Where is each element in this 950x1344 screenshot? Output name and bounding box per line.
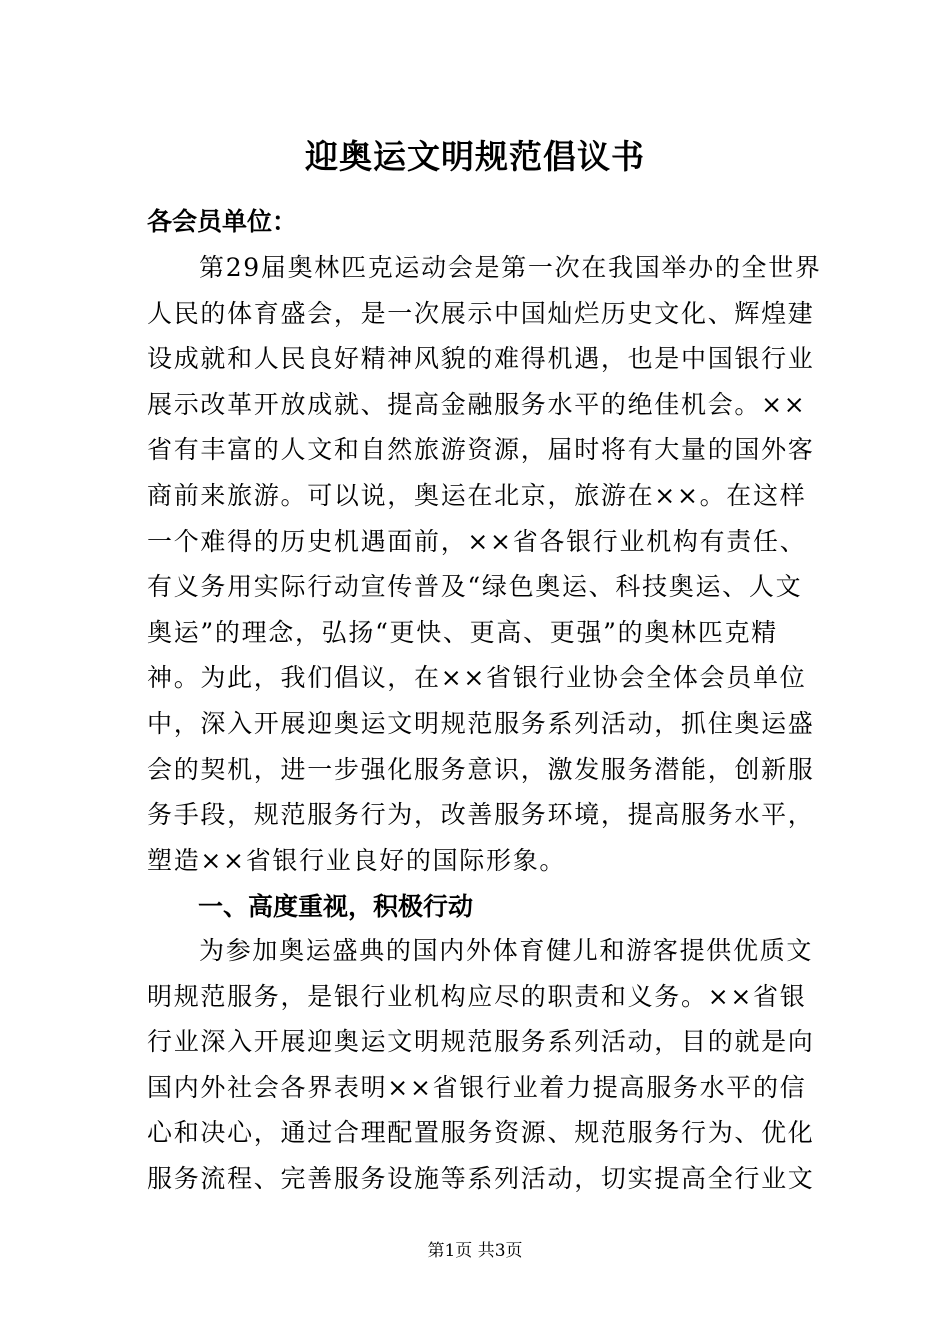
paragraph-line: 塑造××省银行业良好的国际形象。 xyxy=(147,845,567,875)
paragraph-line: 国内外社会各界表明××省银行业着力提高服务水平的信 xyxy=(147,1072,807,1102)
paragraph-line: 行业深入开展迎奥运文明规范服务系列活动，目的就是向 xyxy=(147,1027,815,1057)
paragraph-line: 务手段，规范服务行为，改善服务环境，提高服务水平， xyxy=(147,800,815,830)
paragraph-line: 展示改革开放成就、提高金融服务水平的绝佳机会。×× xyxy=(147,389,807,419)
paragraph-line: 第29届奥林匹克运动会是第一次在我国举办的全世界 xyxy=(199,253,822,282)
paragraph-line: 人民的体育盛会，是一次展示中国灿烂历史文化、辉煌建 xyxy=(147,298,815,328)
paragraph-line: 商前来旅游。可以说，奥运在北京，旅游在××。在这样 xyxy=(147,480,807,510)
paragraph-1 xyxy=(147,245,822,883)
paragraph-line: 有义务用实际行动宣传普及“绿色奥运、科技奥运、人文 xyxy=(147,572,803,602)
salutation: 各会员单位： xyxy=(147,207,298,236)
paragraph-line: 明规范服务，是银行业机构应尽的职责和义务。××省银 xyxy=(147,981,807,1011)
document-title: 迎奥运文明规范倡议书 xyxy=(305,137,645,176)
page-footer: 第1页 共3页 xyxy=(427,1241,523,1261)
paragraph-line: 会的契机，进一步强化服务意识，激发服务潜能，创新服 xyxy=(147,754,815,784)
paragraph-line: 设成就和人民良好精神风貌的难得机遇，也是中国银行业 xyxy=(147,344,815,374)
paragraph-line: 省有丰富的人文和自然旅游资源，届时将有大量的国外客 xyxy=(147,435,815,465)
paragraph-line: 为参加奥运盛典的国内外体育健儿和游客提供优质文 xyxy=(199,936,814,965)
paragraph-line: 奥运”的理念，弘扬“更快、更高、更强”的奥林匹克精 xyxy=(147,617,778,647)
paragraph-line: 一个难得的历史机遇面前，××省各银行业机构有责任、 xyxy=(147,526,807,556)
paragraph-2 xyxy=(147,928,815,1202)
paragraph-line: 服务流程、完善服务设施等系列活动，切实提高全行业文 xyxy=(147,1163,815,1193)
paragraph-line: 中，深入开展迎奥运文明规范服务系列活动，抓住奥运盛 xyxy=(147,708,815,738)
section-heading: 一、高度重视，积极行动 xyxy=(198,892,474,921)
paragraph-line: 心和决心，通过合理配置服务资源、规范服务行为、优化 xyxy=(147,1118,815,1148)
paragraph-line: 神。为此，我们倡议，在××省银行业协会全体会员单位 xyxy=(147,663,807,693)
